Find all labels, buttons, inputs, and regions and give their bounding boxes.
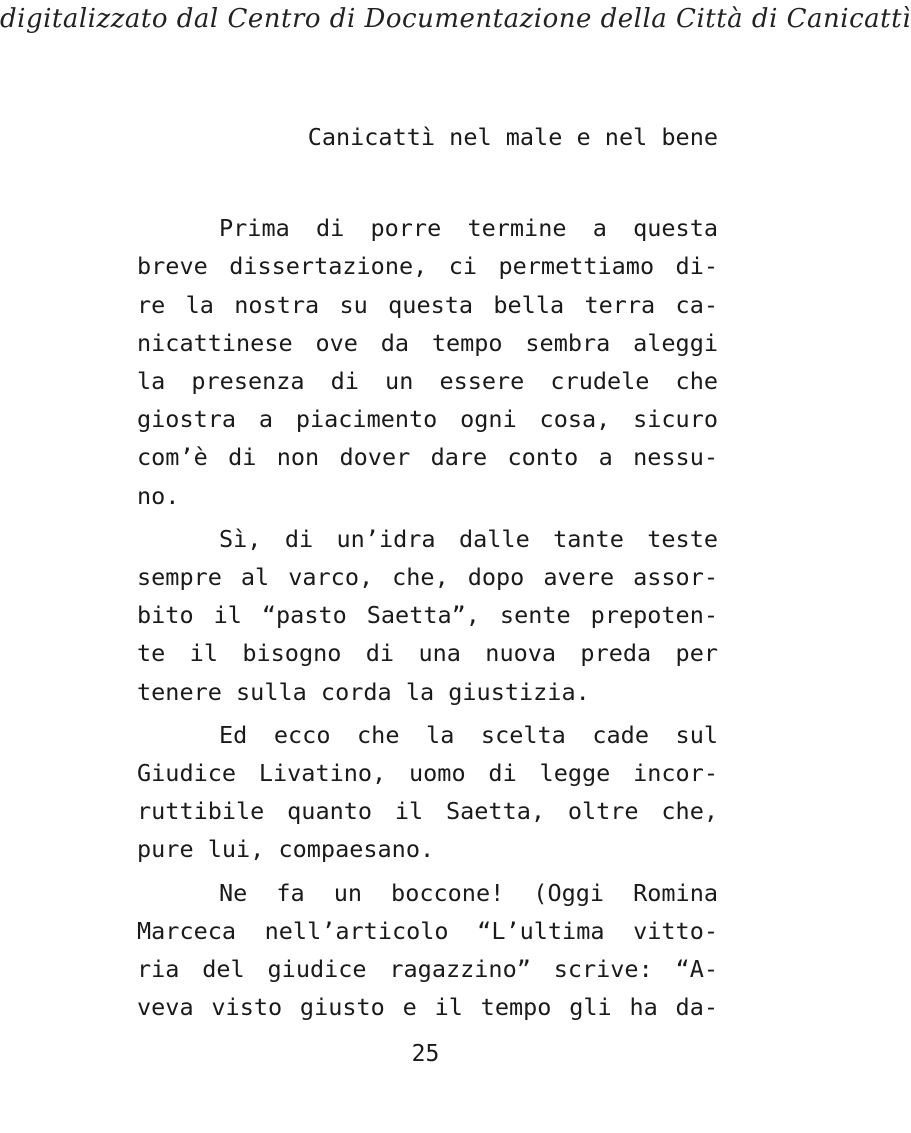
text-line: Marceca nell’articolo “L’ultima vitto- (137, 916, 718, 945)
text-line: breve dissertazione, ci permettiamo di- (137, 252, 718, 281)
text-line: tenere sulla corda la giustizia. (137, 677, 590, 706)
text-line: Ed ecco che la scelta cade sul (219, 720, 718, 749)
text-line: com’è di non dover dare conto a nessu- (137, 443, 718, 472)
text-line: Ne fa un boccone! (Oggi Romina (219, 878, 718, 907)
text-line: Giudice Livatino, uomo di legge incor- (137, 759, 718, 788)
text-line: giostra a piacimento ogni cosa, sicuro (137, 405, 718, 434)
text-line: ruttibile quanto il Saetta, oltre che, (137, 797, 718, 826)
text-line: Prima di porre termine a questa (219, 214, 718, 243)
paragraph (137, 209, 718, 515)
text-line: la presenza di un essere crudele che (137, 367, 718, 396)
text-line: veva visto giusto e il tempo gli ha da- (137, 993, 718, 1022)
text-line: ria del giudice ragazzino” scrive: “A- (137, 955, 718, 984)
text-line: re la nostra su questa bella terra ca- (137, 290, 718, 319)
page-title: Canicattì nel male e nel bene (307, 123, 718, 151)
text-line: sempre al varco, che, dopo avere assor- (137, 563, 718, 592)
page-number: 25 (411, 1041, 440, 1067)
paragraph (137, 874, 718, 1027)
text-line: nicattinese ove da tempo sembra aleggi (137, 328, 718, 357)
paragraph (137, 520, 718, 711)
paragraph (137, 716, 718, 869)
text-line: bito il “pasto Saetta”, sente prepoten- (137, 601, 718, 630)
text-line: no. (137, 481, 180, 510)
page-body (137, 118, 718, 1031)
digitization-watermark: digitalizzato dal Centro di Documentazione della Città di Canicattì (0, 4, 911, 34)
text-line: te il bisogno di una nuova preda per (137, 639, 718, 668)
text-line: pure lui, compaesano. (137, 835, 435, 864)
text-line: Sì, di un’idra dalle tante teste (219, 524, 718, 553)
